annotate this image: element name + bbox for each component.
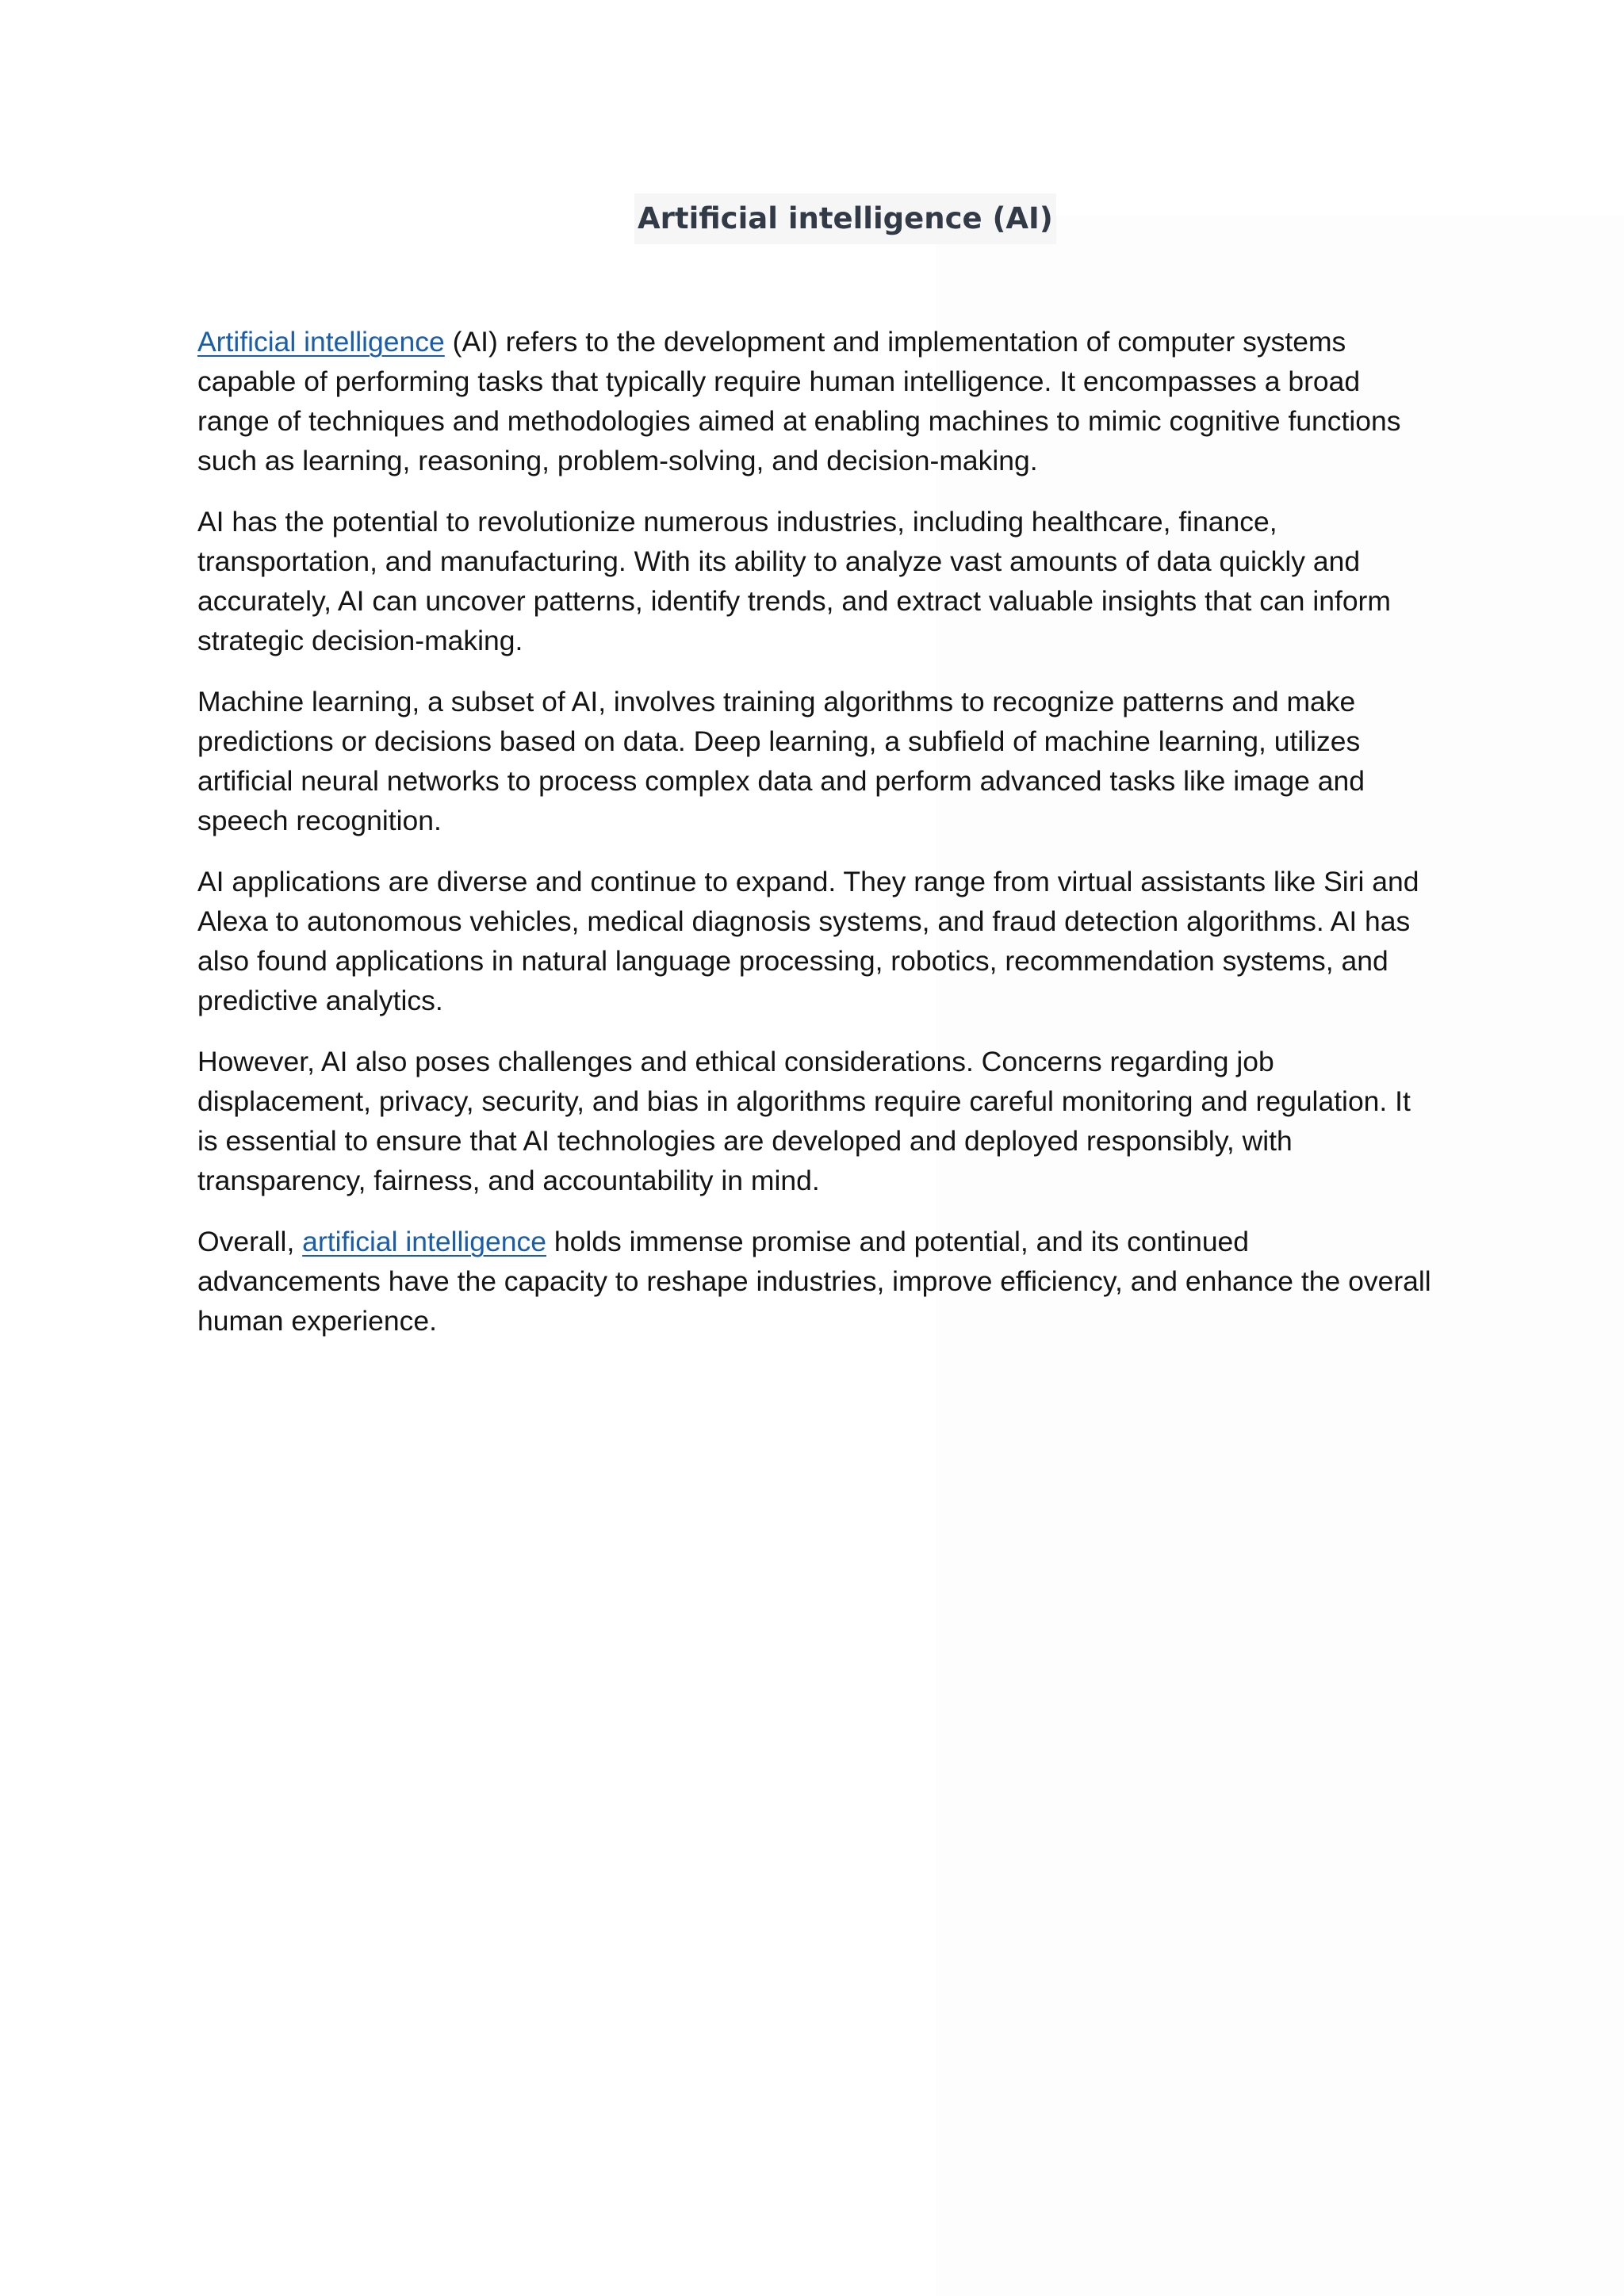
paragraph-machine-learning: Machine learning, a subset of AI, involves training algorithms to recognize patterns and make predictions or decisions based on data. Deep learning, a subfield of machine learning, utilizes artificial neural networks to process complex data and perform advanced tasks like image and speech recognition. bbox=[197, 686, 1365, 836]
artificial-intelligence-link[interactable]: Artificial intelligence bbox=[197, 326, 445, 358]
document-title: Artificial intelligence (AI) bbox=[634, 193, 1056, 244]
paragraph-conclusion-lead: Overall, bbox=[197, 1226, 303, 1257]
document-body bbox=[197, 322, 1434, 1362]
artificial-intelligence-link-2[interactable]: artificial intelligence bbox=[302, 1226, 546, 1257]
paragraph-applications: AI applications are diverse and continue to expand. They range from virtual assistants like Siri and Alexa to autonomous vehicles, medical diagnosis systems, and fraud detection algorithms. AI has also found applications in natural language processing, robotics, recommendation systems, and predictive analytics. bbox=[197, 866, 1419, 1016]
paragraph-conclusion bbox=[197, 1222, 1434, 1341]
paragraph-challenges: However, AI also poses challenges and ethical considerations. Concerns regarding job displacement, privacy, security, and bias in algorithms require careful monitoring and regulation. It is essential to ensure that AI technologies are developed and deployed responsibly, with transparency, fairness, and accountability in mind. bbox=[197, 1046, 1411, 1196]
paragraph-intro-text: (AI) refers to the development and implementation of computer systems capable of performing tasks that typically require human intelligence. It encompasses a broad range of techniques and methodologies aimed at enabling machines to mimic cognitive functions such as learning, reasoning, problem-solving, and decision-making. bbox=[197, 326, 1401, 476]
paragraph-intro bbox=[197, 322, 1434, 480]
paragraph-conclusion-text: holds immense promise and potential, and its continued advancements have the capacity to reshape industries, improve efficiency, and enhance the overall human experience. bbox=[197, 1226, 1431, 1337]
paragraph-potential: AI has the potential to revolutionize numerous industries, including healthcare, finance, transportation, and manufacturing. With its ability to analyze vast amounts of data quickly and accurately, AI can uncover patterns, identify trends, and extract valuable insights that can inform strategic decision-making. bbox=[197, 506, 1391, 656]
